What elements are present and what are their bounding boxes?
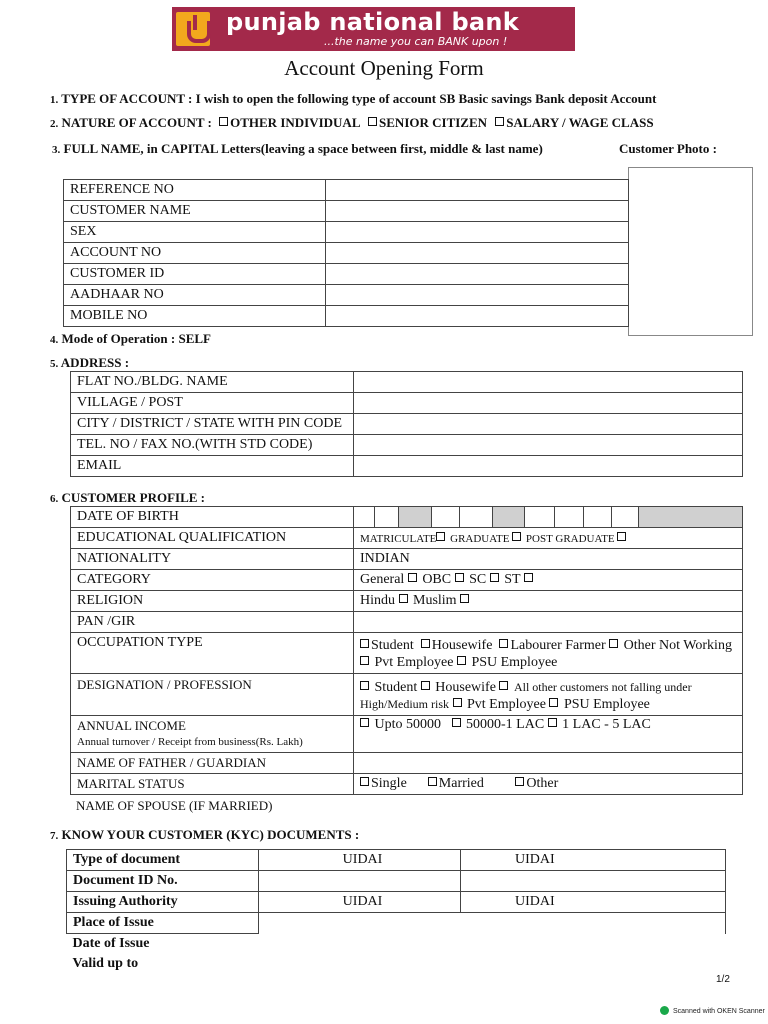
kyc-authority-value-1[interactable]: UIDAI [259,892,461,913]
checkbox-obc[interactable] [455,573,464,582]
aadhaar-no-label: AADHAAR NO [64,285,326,306]
spouse-label: NAME OF SPOUSE (IF MARRIED) [76,798,273,813]
q3-line [52,141,543,157]
customer-table [63,179,629,327]
q6-line [50,490,205,506]
table-row [67,850,726,871]
income-label: ANNUAL INCOME [77,718,186,733]
father-label: NAME OF FATHER / GUARDIAN [71,753,354,774]
checkbox-occ-student[interactable] [360,639,369,648]
q2-label: NATURE OF ACCOUNT : [61,115,212,130]
kyc-table [66,849,726,974]
tel-fax-field[interactable] [354,435,743,456]
category-label: CATEGORY [71,570,354,591]
checkbox-post-graduate[interactable] [617,532,626,541]
kyc-date-label: Date of Issue [67,934,259,955]
address-table [70,371,743,477]
checkbox-general[interactable] [408,573,417,582]
option-occ-labourer: Labourer Farmer [510,637,606,653]
table-row [71,774,743,795]
table-row [64,180,629,201]
account-no-field[interactable] [326,243,629,264]
bank-name: punjab national bank [226,8,520,36]
option-st: ST [504,572,521,587]
option-post-graduate: POST GRADUATE [525,532,615,545]
table-row [71,393,743,414]
marital-label: MARITAL STATUS [71,774,354,795]
income-label-cell [71,716,354,753]
checkbox-matriculate[interactable] [436,532,445,541]
checkbox-occ-psu[interactable] [457,656,466,665]
table-row [71,456,743,477]
option-occ-other: Other Not Working [623,637,732,653]
table-row [71,633,743,674]
option-occ-pvt: Pvt Employee [374,654,454,670]
option-muslim: Muslim [413,593,457,608]
table-row [67,954,726,974]
table-row [71,528,743,549]
father-field[interactable] [354,753,743,774]
option-salary-wage: SALARY / WAGE CLASS [506,115,654,130]
kyc-docid-field-2[interactable] [461,871,726,892]
option-hindu: Hindu [360,593,395,608]
page-number: 1/2 [716,974,730,985]
city-district-label: CITY / DISTRICT / STATE WITH PIN CODE [71,414,354,435]
checkbox-married[interactable] [428,777,437,786]
kyc-type-value-1[interactable]: UIDAI [259,850,461,871]
education-label: EDUCATIONAL QUALIFICATION [71,528,354,549]
table-row [71,414,743,435]
q1-number: 1. [50,94,59,106]
aadhaar-no-field[interactable] [326,285,629,306]
city-district-field[interactable] [354,414,743,435]
mobile-no-label: MOBILE NO [64,306,326,327]
table-row [71,372,743,393]
table-row [64,243,629,264]
table-row [71,507,743,528]
bank-banner [172,7,575,51]
option-occ-psu: PSU Employee [471,654,558,670]
sex-label: SEX [64,222,326,243]
checkbox-muslim[interactable] [460,594,469,603]
religion-label: RELIGION [71,591,354,612]
q7-text: KNOW YOUR CUSTOMER (KYC) DOCUMENTS : [61,827,360,842]
option-other: Other [526,776,559,791]
bank-tagline: ...the name you can BANK upon ! [324,35,508,48]
q2-number: 2. [50,118,59,130]
form-title: Account Opening Form [284,56,484,80]
table-row [67,913,726,934]
customer-photo-box[interactable] [628,167,753,336]
pan-label: PAN /GIR [71,612,354,633]
customer-name-field[interactable] [326,201,629,222]
checkbox-50000-1lac[interactable] [452,718,461,727]
table-row [71,435,743,456]
q6-number: 6. [50,493,59,505]
q6-text: CUSTOMER PROFILE : [61,490,205,505]
logo-u-shape [187,21,211,43]
occupation-options [354,633,743,674]
checkbox-salary-wage[interactable] [495,117,504,126]
option-1lac-5lac: 1 LAC - 5 LAC [562,717,651,732]
customer-photo-label: Customer Photo : [619,141,717,156]
table-row [71,612,743,633]
table-row [64,306,629,327]
q5-number: 5. [50,358,59,370]
q3-number: 3. [52,144,61,156]
checkbox-single[interactable] [360,777,369,786]
option-occ-housewife: Housewife [431,637,493,653]
option-des-pvt: Pvt Employee [467,696,546,712]
option-des-psu: PSU Employee [563,696,650,712]
checkbox-des-student[interactable] [360,681,369,690]
checkbox-other[interactable] [515,777,524,786]
q5-line [50,355,129,371]
checkbox-senior-citizen[interactable] [368,117,377,126]
q1-text: TYPE OF ACCOUNT : I wish to open the following type of account SB Basic savings Bank deposit Account [61,91,657,106]
kyc-place-label: Place of Issue [67,913,259,934]
option-obc: OBC [422,572,452,587]
income-sublabel: Annual turnover / Receipt from business(Rs. Lakh) [77,736,303,748]
checkbox-upto-50000[interactable] [360,718,369,727]
table-row [67,934,726,955]
occupation-label: OCCUPATION TYPE [71,633,354,674]
kyc-docid-label: Document ID No. [67,871,259,892]
customer-name-label: CUSTOMER NAME [64,201,326,222]
scanner-logo-icon [660,1006,669,1015]
option-sc: SC [469,572,487,587]
designation-label: DESIGNATION / PROFESSION [71,674,354,716]
email-field[interactable] [354,456,743,477]
table-row [71,674,743,716]
village-post-label: VILLAGE / POST [71,393,354,414]
table-row [64,222,629,243]
bank-logo-icon [176,12,210,46]
option-single: Single [371,776,407,791]
nationality-value[interactable]: INDIAN [354,549,743,570]
nationality-label: NATIONALITY [71,549,354,570]
religion-options [354,591,743,612]
account-no-label: ACCOUNT NO [64,243,326,264]
email-label: EMAIL [71,456,354,477]
q3-text: FULL NAME, in CAPITAL Letters(leaving a space between first, middle & last name) [63,141,543,156]
q4-line [50,331,211,347]
checkbox-des-psu[interactable] [549,698,558,707]
checkbox-occ-housewife[interactable] [421,639,430,648]
option-matriculate: MATRICULATE [360,532,437,545]
marital-options [354,774,743,795]
checkbox-hindu[interactable] [399,594,408,603]
income-options [354,716,743,753]
sex-field[interactable] [326,222,629,243]
kyc-authority-label: Issuing Authority [67,892,259,913]
customer-id-field[interactable] [326,264,629,285]
reference-no-label: REFERENCE NO [64,180,326,201]
option-des-student: Student [374,679,418,695]
table-row [64,201,629,222]
q1-line [50,91,656,107]
checkbox-des-pvt[interactable] [453,698,462,707]
pan-field[interactable] [354,612,743,633]
dob-label: DATE OF BIRTH [71,507,354,528]
table-row [71,591,743,612]
q7-line [50,827,359,843]
checkbox-st[interactable] [524,573,533,582]
designation-options [354,674,743,716]
checkbox-1lac-5lac[interactable] [548,718,557,727]
checkbox-occ-pvt[interactable] [360,656,369,665]
education-options [354,528,743,549]
dob-field[interactable] [354,507,743,528]
category-options [354,570,743,591]
table-row [67,892,726,913]
table-row [71,716,743,753]
table-row [64,285,629,306]
option-occ-student: Student [371,637,414,653]
scanner-watermark [660,1006,765,1015]
kyc-valid-label: Valid up to [72,956,139,971]
option-married: Married [438,776,484,791]
option-other-individual: OTHER INDIVIDUAL [230,115,360,130]
logo-bar-shape [193,15,197,30]
option-des-housewife: Housewife [435,679,496,695]
q4-text: Mode of Operation : SELF [61,331,211,346]
kyc-place-field-2[interactable] [461,913,726,934]
kyc-type-label: Type of document [67,850,259,871]
flat-bldg-label: FLAT NO./BLDG. NAME [71,372,354,393]
checkbox-sc[interactable] [490,573,499,582]
checkbox-des-housewife[interactable] [421,681,430,690]
table-row [71,570,743,591]
checkbox-occ-other[interactable] [609,639,618,648]
dob-digit-cells [354,507,742,527]
profile-table [70,506,743,795]
table-row [64,264,629,285]
kyc-authority-value-2[interactable]: UIDAI [461,892,726,913]
checkbox-graduate[interactable] [512,532,521,541]
option-general: General [360,572,405,587]
village-post-field[interactable] [354,393,743,414]
scanner-text: Scanned with OKEN Scanner [673,1008,765,1015]
option-des-all-other: All other customers not falling under High/Medium risk [360,679,692,711]
customer-id-label: CUSTOMER ID [64,264,326,285]
q7-number: 7. [50,830,59,842]
checkbox-occ-labourer[interactable] [499,639,508,648]
mobile-no-field[interactable] [326,306,629,327]
checkbox-des-all-other[interactable] [499,681,508,690]
table-row [71,753,743,774]
tel-fax-label: TEL. NO / FAX NO.(WITH STD CODE) [71,435,354,456]
kyc-place-field-1[interactable] [259,913,461,934]
table-row [67,871,726,892]
option-senior-citizen: SENIOR CITIZEN [379,115,488,130]
checkbox-other-individual[interactable] [219,117,228,126]
option-graduate: GRADUATE [450,532,510,545]
reference-no-field[interactable] [326,180,629,201]
table-row [71,549,743,570]
kyc-docid-field-1[interactable] [259,871,461,892]
flat-bldg-field[interactable] [354,372,743,393]
option-50000-1lac: 50000-1 LAC [466,717,545,732]
q4-number: 4. [50,334,59,346]
q2-line [50,115,654,131]
kyc-type-value-2[interactable]: UIDAI [461,850,726,871]
option-upto-50000: Upto 50000 [374,717,441,732]
q5-text: ADDRESS : [60,355,130,370]
